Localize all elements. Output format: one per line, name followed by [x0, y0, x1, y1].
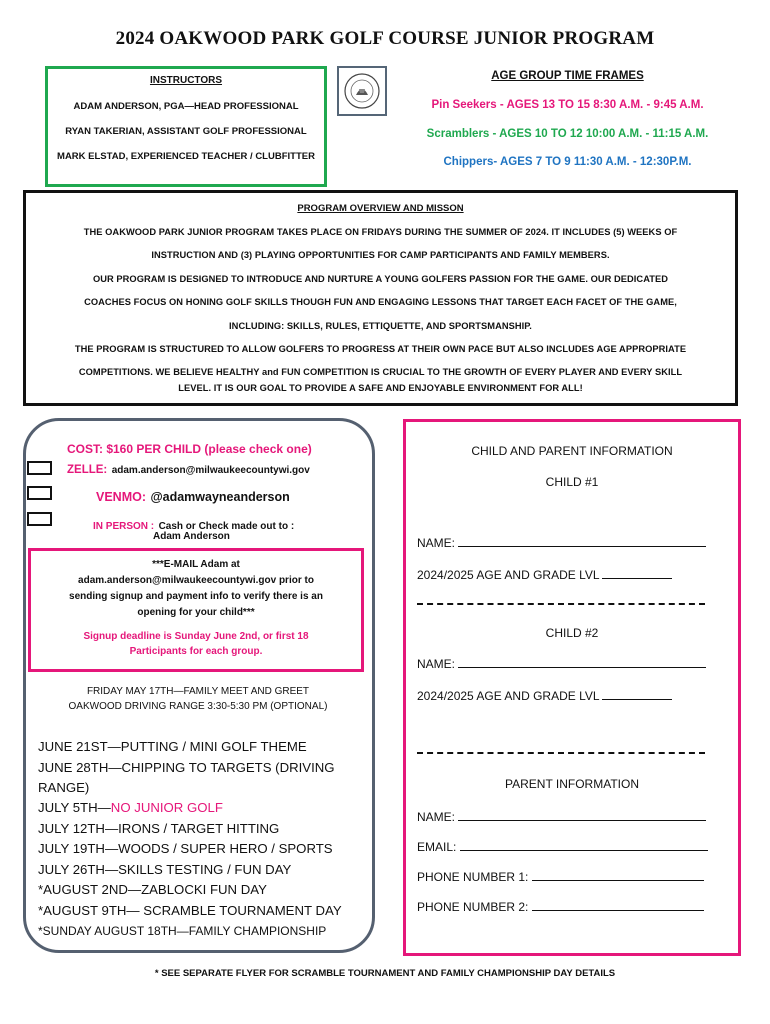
- form-heading: CHILD AND PARENT INFORMATION: [471, 444, 673, 458]
- instructors-box: [45, 66, 327, 187]
- venmo-label: VENMO:: [96, 490, 146, 504]
- instructor-line: MARK ELSTAD, EXPERIENCED TEACHER / CLUBFITTER: [57, 151, 315, 162]
- schedule-item: JUNE 28TH—CHIPPING TO TARGETS (DRIVING: [38, 760, 335, 775]
- child-2-name-field[interactable]: [458, 655, 706, 668]
- schedule-item: *AUGUST 9TH— SCRAMBLE TOURNAMENT DAY: [38, 903, 342, 918]
- venmo-value: @adamwayneanderson: [150, 490, 290, 504]
- name-label: NAME:: [417, 536, 456, 550]
- signup-deadline: Signup deadline is Sunday June 2nd, or first 18: [83, 631, 309, 642]
- overview-heading: PROGRAM OVERVIEW AND MISSON: [297, 203, 464, 214]
- phone-1-row: [417, 868, 704, 884]
- age-group-chippers: Chippers- AGES 7 TO 9 11:30 A.M. - 12:30P.M.: [443, 156, 692, 168]
- divider-line[interactable]: [417, 752, 705, 754]
- parent-heading: PARENT INFORMATION: [504, 777, 639, 791]
- overview-line: COACHES FOCUS ON HONING GOLF SKILLS THOUGH FUN AND ENGAGING LESSONS THAT TARGET EACH FACET OF THE GAME,: [84, 297, 677, 307]
- email-label: EMAIL:: [417, 840, 457, 854]
- parent-email-row: [417, 838, 708, 854]
- family-meet-line: FRIDAY MAY 17TH—FAMILY MEET AND GREET: [86, 686, 310, 697]
- child-1-heading: CHILD #1: [545, 475, 599, 489]
- zelle-row: [67, 460, 310, 478]
- family-meet-line: OAKWOOD DRIVING RANGE 3:30-5:30 PM (OPTIONAL): [68, 701, 328, 712]
- overview-line: THE OAKWOOD PARK JUNIOR PROGRAM TAKES PLACE ON FRIDAYS DURING THE SUMMER OF 2024. IT INCLUDES (5) WEEKS OF: [83, 227, 678, 237]
- name-label: NAME:: [417, 657, 456, 671]
- signup-line: sending signup and payment info to verify there is an: [69, 591, 323, 602]
- signup-line: adam.anderson@milwaukeecountywi.gov prior to: [78, 575, 314, 586]
- age-group-scramblers: Scramblers - AGES 10 TO 12 10:00 A.M. - 11:15 A.M.: [426, 128, 709, 140]
- signup-line: ***E-MAIL Adam at: [152, 559, 240, 570]
- instructor-line: RYAN TAKERIAN, ASSISTANT GOLF PROFESSIONAL: [65, 126, 307, 137]
- page-title: 2024 OAKWOOD PARK GOLF COURSE JUNIOR PROGRAM: [115, 28, 655, 49]
- course-seal-icon: [337, 66, 387, 116]
- child-1-age-row: [417, 566, 672, 582]
- child-1-name-field[interactable]: [458, 534, 706, 547]
- parent-email-field[interactable]: [460, 838, 708, 851]
- schedule-item: JUNE 21ST—PUTTING / MINI GOLF THEME: [38, 739, 307, 754]
- in-person-payee: Adam Anderson: [153, 531, 230, 542]
- schedule-item: *AUGUST 2ND—ZABLOCKI FUN DAY: [38, 882, 267, 897]
- age-grade-label: 2024/2025 AGE AND GRADE LVL: [417, 689, 600, 703]
- child-2-name-row: [417, 655, 706, 671]
- child-2-heading: CHILD #2: [545, 626, 599, 640]
- divider-line[interactable]: [417, 603, 705, 605]
- phone-2-row: [417, 898, 704, 914]
- schedule-item: JULY 12TH—IRONS / TARGET HITTING: [38, 821, 280, 836]
- in-person-checkbox[interactable]: [27, 512, 52, 526]
- instructor-line: ADAM ANDERSON, PGA—HEAD PROFESSIONAL: [73, 101, 299, 112]
- schedule-item: RANGE): [38, 780, 90, 795]
- registration-form: [403, 419, 741, 956]
- overview-line: LEVEL. IT IS OUR GOAL TO PROVIDE A SAFE AND ENJOYABLE ENVIRONMENT FOR ALL!: [178, 383, 583, 393]
- instructors-heading: INSTRUCTORS: [149, 75, 223, 86]
- child-1-name-row: [417, 534, 706, 550]
- cost-text: COST: $160 PER CHILD (please check one): [67, 442, 312, 456]
- age-grade-label: 2024/2025 AGE AND GRADE LVL: [417, 568, 600, 582]
- phone-2-label: PHONE NUMBER 2:: [417, 900, 529, 914]
- zelle-label: ZELLE:: [67, 464, 108, 476]
- overview-line: INSTRUCTION AND (3) PLAYING OPPORTUNITIES FOR CAMP PARTICIPANTS AND FAMILY MEMBERS.: [151, 250, 610, 260]
- phone-2-field[interactable]: [532, 898, 704, 911]
- age-group-heading: AGE GROUP TIME FRAMES: [491, 70, 644, 82]
- footer-note: * SEE SEPARATE FLYER FOR SCRAMBLE TOURNAMENT AND FAMILY CHAMPIONSHIP DAY DETAILS: [154, 968, 616, 979]
- schedule-item: *SUNDAY AUGUST 18TH—FAMILY CHAMPIONSHIP: [38, 924, 327, 938]
- schedule-item: JULY 19TH—WOODS / SUPER HERO / SPORTS: [38, 841, 333, 856]
- name-label: NAME:: [417, 810, 456, 824]
- overview-line: INCLUDING: SKILLS, RULES, ETTIQUETTE, AND SPORTSMANSHIP.: [229, 321, 532, 331]
- in-person-label: IN PERSON :: [93, 521, 155, 532]
- zelle-checkbox[interactable]: [27, 461, 52, 475]
- venmo-row: [96, 488, 290, 506]
- zelle-value: adam.anderson@milwaukeecountywi.gov: [111, 465, 310, 476]
- program-overview-box: [23, 190, 738, 406]
- in-person-value: Cash or Check made out to :: [158, 521, 295, 532]
- overview-line: THE PROGRAM IS STRUCTURED TO ALLOW GOLFERS TO PROGRESS AT THEIR OWN PACE BUT ALSO INCLUDES AGE APPROPRIATE: [74, 344, 687, 354]
- child-2-age-row: [417, 687, 672, 703]
- phone-1-field[interactable]: [532, 868, 704, 881]
- parent-name-row: [417, 808, 706, 824]
- age-group-pin-seekers: Pin Seekers - AGES 13 TO 15 8:30 A.M. - 9:45 A.M.: [431, 99, 704, 111]
- schedule-item: JULY 26TH—SKILLS TESTING / FUN DAY: [38, 862, 292, 877]
- signup-line: opening for your child***: [137, 607, 255, 618]
- child-1-age-field[interactable]: [602, 566, 672, 579]
- schedule-item-no-golf: [38, 800, 223, 815]
- parent-name-field[interactable]: [458, 808, 706, 821]
- phone-1-label: PHONE NUMBER 1:: [417, 870, 529, 884]
- schedule-date: JULY 5TH—: [38, 800, 111, 815]
- overview-line: OUR PROGRAM IS DESIGNED TO INTRODUCE AND NURTURE A YOUNG GOLFERS PASSION FOR THE GAME. OUR DEDICATED: [92, 274, 669, 284]
- no-junior-golf-note: NO JUNIOR GOLF: [110, 800, 223, 815]
- overview-line: COMPETITIONS. WE BELIEVE HEALTHY and FUN COMPETITION IS CRUCIAL TO THE GROWTH OF EVERY PLAYER AND EVERY SKILL: [78, 367, 683, 377]
- child-2-age-field[interactable]: [602, 687, 672, 700]
- venmo-checkbox[interactable]: [27, 486, 52, 500]
- signup-deadline: Participants for each group.: [129, 646, 263, 657]
- signup-notice-box: [28, 548, 364, 672]
